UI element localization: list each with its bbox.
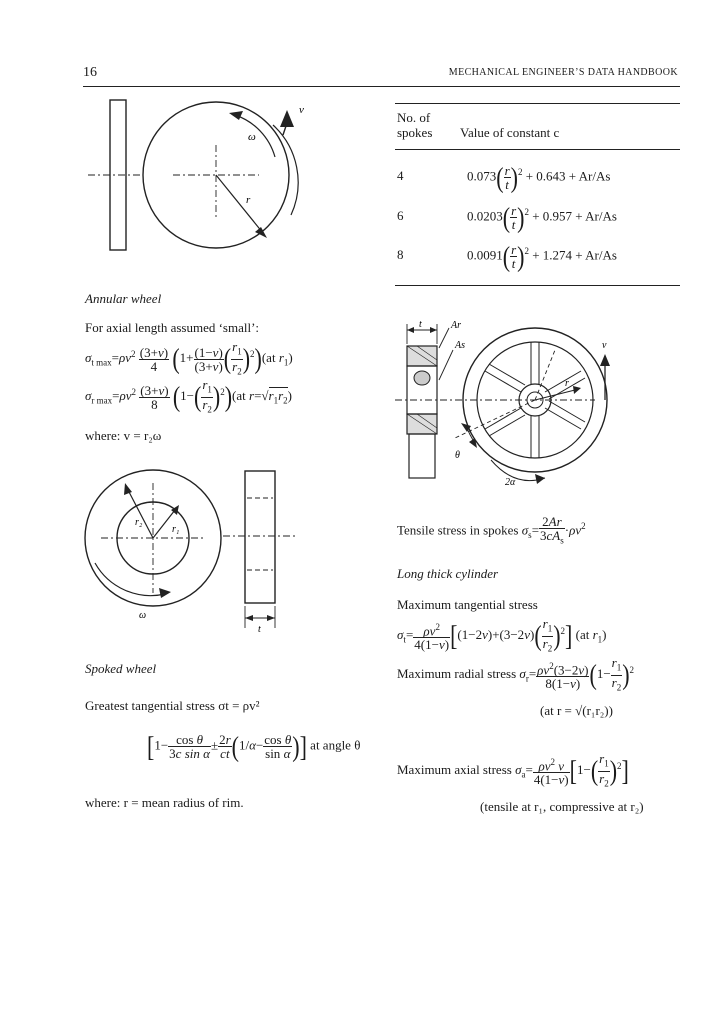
r-label: r — [246, 194, 251, 206]
greatest-tangential: Greatest tangential stress σt = ρv² — [85, 698, 260, 713]
running-head: MECHANICAL ENGINEER’S DATA HANDBOOK — [448, 67, 678, 78]
omega-label: ω — [248, 131, 256, 143]
v-label: v — [602, 340, 607, 351]
at-angle-label: at angle θ — [310, 737, 361, 753]
sigma-r-max-formula: $\sigma_{r max}=\rho v^2$ $\frac{(3+\nu)}{8}$ (1−( $\frac{r_1}{r_2}$ )$^2$)(at $r=√r_1r_2$) — [85, 377, 293, 415]
table-row: 4 0.073( $\frac{r}{t}$ )$^2$ + 0.643 + Ar/As — [397, 160, 611, 194]
annular-where: where: v = r₂ω — [85, 428, 162, 443]
spoked-where: where: r = mean radius of rim. — [85, 795, 244, 810]
radius-diagram — [83, 468, 313, 635]
spoked-formula: [1− $\frac{\text{cos θ}}{\text{3c sin α}}$ ± $\frac{2r}{ct}$ (1/α− $\frac{\text{cos θ}}{\text{sin α}}$ )] at angle θ — [147, 729, 361, 763]
r2-arrow — [128, 490, 153, 538]
As-label: As — [455, 340, 465, 351]
hub-boss — [409, 434, 435, 478]
tensile-compressive-note: (tensile at r₁, compressive at r₂) — [480, 799, 644, 814]
annular-caption: Annular wheel — [85, 291, 162, 306]
long-cylinder-title: Long thick cylinder — [397, 566, 499, 581]
max-radial-formula: Maximum radial stress $\sigma_r=$ $\frac{\rho v^2(3-2\nu)}{8(1-\nu)}$ (1− $\frac{r_1}{r_2}$ )$^2$ — [397, 655, 635, 693]
omega-arc-arrow — [95, 563, 165, 596]
header-rule — [83, 86, 680, 87]
r1-label: r₁ — [172, 524, 180, 535]
table-header-rule — [395, 149, 680, 150]
annular-wheel-diagram — [83, 95, 323, 285]
table-col2-header: Value of constant c — [460, 125, 560, 140]
spoked-caption: Spoked wheel — [85, 661, 157, 676]
rim-velocity-arrow — [273, 125, 298, 215]
table-bottom-rule — [395, 285, 680, 286]
radius-arrow — [216, 175, 263, 233]
r-label: r — [565, 378, 569, 389]
tensile-stress-spokes: Tensile stress in spokes $\sigma_s=$ $\frac{2Ar}{3cA_s}$ $\cdot\rho v^2$ — [397, 514, 586, 546]
page-number: 16 — [83, 65, 97, 80]
t-label: t — [258, 624, 261, 635]
at-mean-radius: (at r = √(r₁r₂)) — [540, 703, 613, 718]
max-tangential-label: Maximum tangential stress — [397, 597, 538, 612]
table-top-rule — [395, 103, 680, 104]
table-row: 6 0.0203( $\frac{r}{t}$ )$^2$ + 0.957 + Ar/As — [397, 200, 617, 234]
max-axial-formula: Maximum axial stress $\sigma_a=$ $\frac{\rho v^2 \nu}{4(1-\nu)}$ [1−( $\frac{r_1}{r_2}$ )$^2$] — [397, 751, 629, 789]
cylinder-side-view — [245, 471, 275, 603]
theta-label: θ — [455, 450, 460, 461]
max-tangential-formula: $\sigma_t=$ $\frac{\rho v^2}{4(1-\nu)}$ [(1−2ν)+(3−2ν)( $\frac{r_1}{r_2}$ )$^2$] (at $r_1$) — [397, 616, 607, 654]
axial-intro: For axial length assumed ‘small’: — [85, 320, 260, 335]
omega-label: ω — [139, 610, 147, 621]
r2-label: r₂ — [135, 517, 143, 528]
v-label: v — [299, 104, 304, 116]
Ar-label: Ar — [451, 320, 461, 331]
spoke-section — [414, 371, 430, 385]
table-col1-header: No. of spokes — [397, 110, 433, 140]
two-alpha-label: 2α — [505, 477, 516, 488]
sigma-theta-max-formula: $\sigma_{t max}=\rho v^2$ $\frac{(3+\nu)}{4}$ (1+ $\frac{(1-\nu)}{(3+\nu)}$ ( $\frac{r_1}{r_2}$ )$^2$)(at $r_1$) — [85, 339, 293, 377]
table-row: 8 0.0091( $\frac{r}{t}$ )$^2$ + 1.274 + Ar/As — [397, 239, 617, 273]
spoked-wheel-diagram — [395, 310, 615, 492]
t-dim-label: t — [419, 319, 422, 330]
